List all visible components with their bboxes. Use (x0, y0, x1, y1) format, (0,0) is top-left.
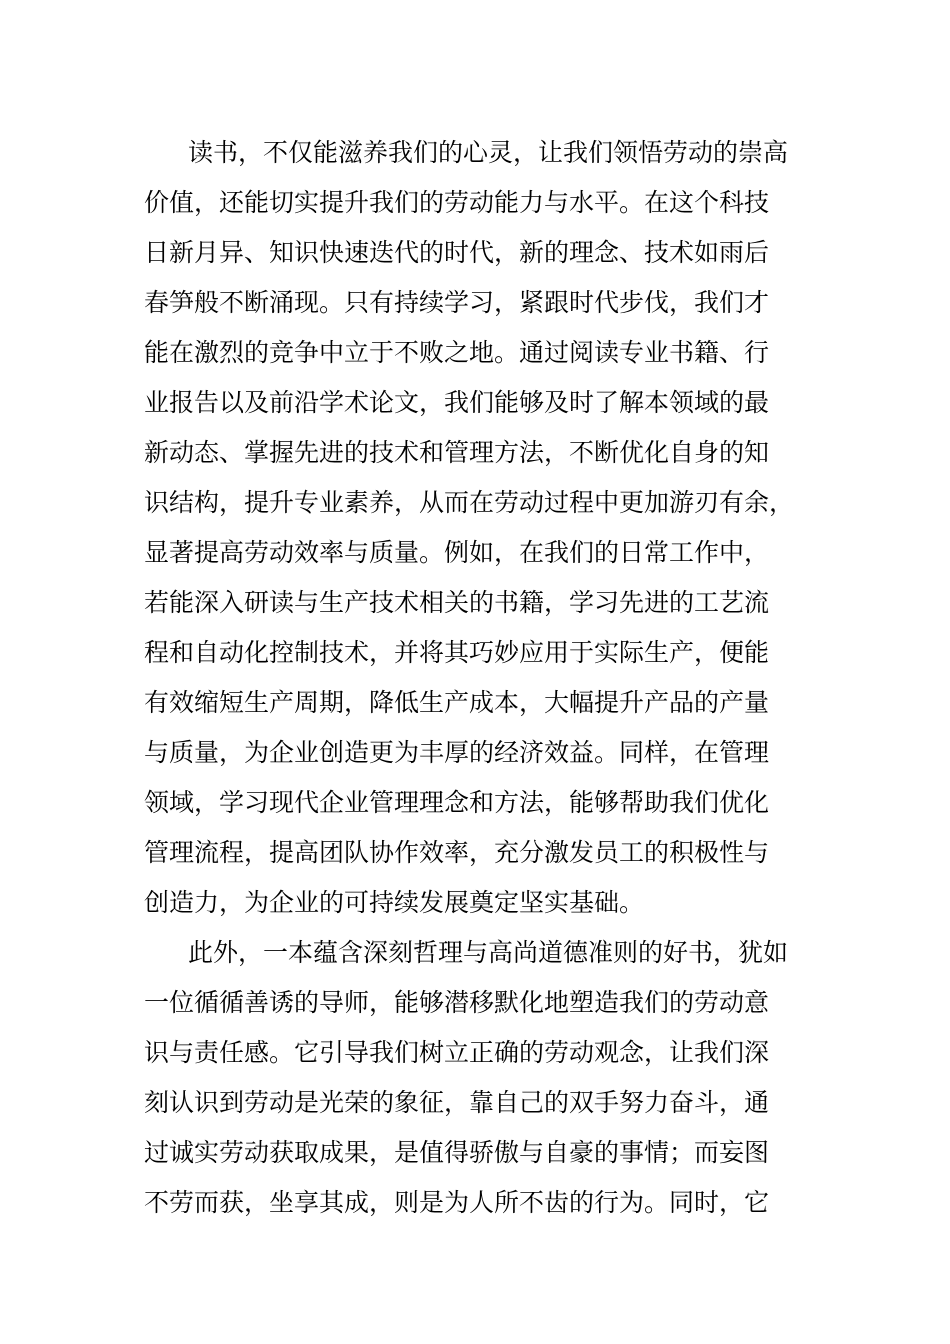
body-text (144, 128, 824, 1228)
paragraph-2-line: 识与责任感。它引导我们树立正确的劳动观念，让我们深 (144, 1038, 770, 1067)
paragraph-2-line: 刻认识到劳动是光荣的象征，靠自己的双手努力奋斗，通 (144, 1088, 770, 1117)
paragraph-1-line: 日新月异、知识快速迭代的时代，新的理念、技术如雨后 (144, 238, 770, 267)
paragraph-1-line: 新动态、掌握先进的技术和管理方法，不断优化自身的知 (144, 438, 770, 467)
paragraph-1-line: 显著提高劳动效率与质量。例如，在我们的日常工作中， (144, 538, 770, 567)
paragraph-1-line: 管理流程，提高团队协作效率，充分激发员工的积极性与 (144, 838, 770, 867)
paragraph-1-line: 若能深入研读与生产技术相关的书籍，学习先进的工艺流 (144, 588, 770, 617)
paragraph-1-line: 价值，还能切实提升我们的劳动能力与水平。在这个科技 (144, 188, 770, 217)
paragraph-1-line: 有效缩短生产周期，降低生产成本，大幅提升产品的产量 (144, 688, 770, 717)
paragraph-2-line: 过诚实劳动获取成果，是值得骄傲与自豪的事情；而妄图 (144, 1138, 770, 1167)
paragraph-1-line: 创造力，为企业的可持续发展奠定坚实基础。 (144, 888, 645, 917)
paragraph-1-line: 春笋般不断涌现。只有持续学习，紧跟时代步伐，我们才 (144, 288, 770, 317)
paragraph-2-line: 不劳而获，坐享其成，则是为人所不齿的行为。同时，它 (144, 1188, 770, 1217)
paragraph-2-line: 此外，一本蕴含深刻哲理与高尚道德准则的好书，犹如 (188, 938, 789, 967)
paragraph-1-line: 领域，学习现代企业管理理念和方法，能够帮助我们优化 (144, 788, 770, 817)
paragraph-1-line: 读书，不仅能滋养我们的心灵，让我们领悟劳动的崇高 (188, 138, 789, 167)
paragraph-1-line: 识结构，提升专业素养，从而在劳动过程中更加游刃有余， (144, 488, 795, 517)
paragraph-1-line: 能在激烈的竞争中立于不败之地。通过阅读专业书籍、行 (144, 338, 770, 367)
paragraph-1-line: 业报告以及前沿学术论文，我们能够及时了解本领域的最 (144, 388, 770, 417)
paragraph-1-line: 与质量，为企业创造更为丰厚的经济效益。同样，在管理 (144, 738, 770, 767)
paragraph-1-line: 程和自动化控制技术，并将其巧妙应用于实际生产，便能 (144, 638, 770, 667)
paragraph-2-line: 一位循循善诱的导师，能够潜移默化地塑造我们的劳动意 (144, 988, 770, 1017)
